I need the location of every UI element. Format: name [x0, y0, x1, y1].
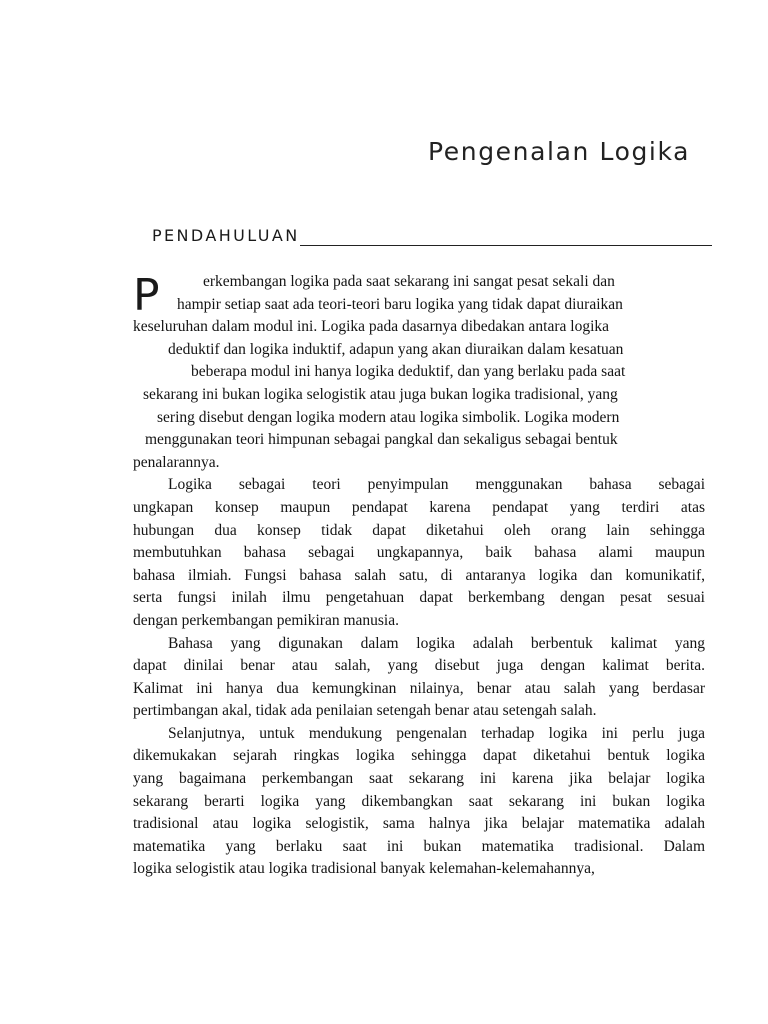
paragraph-line: ungkapan konsep maupun pendapat karena pendapat yang terdiri atas: [133, 498, 705, 516]
paragraph-3: [133, 633, 705, 723]
paragraph-line: dikemukakan sejarah ringkas logika sehingga dapat diketahui bentuk logika: [133, 747, 705, 765]
paragraph-line: dengan perkembangan pemikiran manusia.: [133, 611, 399, 629]
section-heading: [152, 226, 712, 246]
paragraph-line: pertimbangan akal, tidak ada penilaian setengah benar atau setengah salah.: [133, 702, 597, 720]
paragraph-2: [133, 474, 705, 632]
paragraph-1: [133, 271, 705, 474]
body-text: [133, 271, 705, 881]
page-title: Pengenalan Logika: [428, 137, 691, 166]
paragraph-line: Bahasa yang digunakan dalam logika adalah berbentuk kalimat yang: [168, 634, 705, 652]
section-heading-text: PENDAHULUAN: [152, 226, 300, 245]
paragraph-line: Selanjutnya, untuk mendukung pengenalan terhadap logika ini perlu juga: [168, 724, 705, 742]
paragraph-line: penalarannya.: [133, 453, 220, 471]
paragraph-line: serta fungsi inilah ilmu pengetahuan dapat berkembang dengan pesat sesuai: [133, 589, 705, 607]
paragraph-line: Kalimat ini hanya dua kemungkinan nilainya, benar atau salah yang berdasar: [133, 679, 705, 697]
paragraph-line: erkembangan logika pada saat sekarang ini sangat pesat sekali dan: [203, 273, 615, 290]
paragraph-line: tradisional atau logika selogistik, sama halnya jika belajar matematika adalah: [133, 815, 705, 833]
paragraph-line: sekarang berarti logika yang dikembangkan saat sekarang ini bukan logika: [133, 792, 705, 810]
paragraph-line: matematika yang berlaku saat ini bukan matematika tradisional. Dalam: [133, 837, 705, 855]
paragraph-line: hubungan dua konsep tidak dapat diketahui oleh orang lain sehingga: [133, 521, 705, 539]
paragraph-line: bahasa ilmiah. Fungsi bahasa salah satu, di antaranya logika dan komunikatif,: [133, 566, 705, 584]
paragraph-line: logika selogistik atau logika tradisional banyak kelemahan-kelemahannya,: [133, 860, 595, 878]
section-heading-rule: [300, 245, 712, 246]
paragraph-line: Logika sebagai teori penyimpulan menggunakan bahasa sebagai: [168, 476, 705, 494]
drop-cap: P: [133, 270, 160, 321]
paragraph-line: hampir setiap saat ada teori-teori baru logika yang tidak dapat diuraikan: [177, 295, 623, 313]
paragraph-line: sering disebut dengan logika modern atau logika simbolik. Logika modern: [157, 408, 620, 426]
paragraph-line: membutuhkan bahasa sebagai ungkapannya, baik bahasa alami maupun: [133, 544, 705, 562]
paragraph-line: yang bagaimana perkembangan saat sekarang ini karena jika belajar logika: [133, 770, 705, 788]
paragraph-line: keseluruhan dalam modul ini. Logika pada dasarnya dibedakan antara logika: [133, 318, 610, 336]
paragraph-line: deduktif dan logika induktif, adapun yang akan diuraikan dalam kesatuan: [168, 340, 624, 358]
paragraph-line: sekarang ini bukan logika selogistik atau juga bukan logika tradisional, yang: [143, 385, 618, 403]
paragraph-line: dapat dinilai benar atau salah, yang disebut juga dengan kalimat berita.: [133, 657, 705, 675]
paragraph-line: beberapa modul ini hanya logika deduktif, dan yang berlaku pada saat: [191, 363, 626, 381]
paragraph-4: [133, 723, 705, 881]
paragraph-line: menggunakan teori himpunan sebagai pangkal dan sekaligus sebagai bentuk: [145, 431, 618, 449]
